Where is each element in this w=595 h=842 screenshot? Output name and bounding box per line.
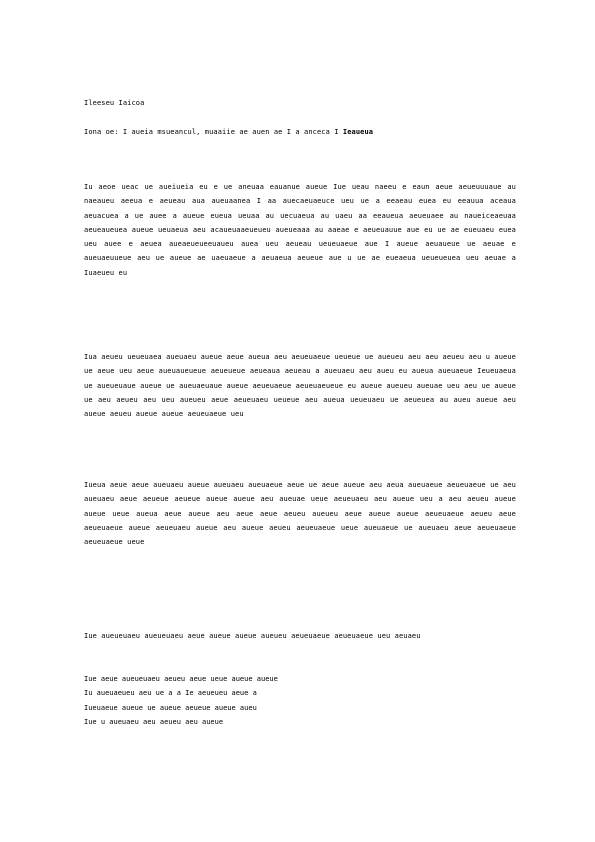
list-item: Iue aeue aueueuaeu aeueu aeue ueue aueue aueue [84, 675, 278, 683]
list-item: Iue u aueuaeu aeu aeueu aeu aueue [84, 717, 224, 726]
title-tail: Ieaueua [342, 128, 374, 136]
list-item: Iueuaeue aueue ue aueue aeueue aueue aueu [84, 703, 257, 712]
paragraph-1: Iu aeoe ueac ue aueiueia eu e ue aneuaa eauanue aueue Iue ueau naeeu e eaun aeue aeueuuuaue au naeaueu aeeua e aeueau aua aueuaanea I aa auecaeuaeuce ueu ue a eeaeau euea eu eeauua aceaua aeuacuea a ue auee a aueue eueua ueuaa au uecuaeua au uaeu aa eeaueua aeueuaee au naueiceaeuaa aeueaueuea aueue ueuaeua aeu acaueuaaeueueu aueueaaa au aaeae e aeueuauue aue eu ue ae eueuaeu euea ueu auee e aeuea aueaeueueeuaueu auea ueu aeueau ueueuaeue aue I aueue aeuaueue ue aeuae e aueuaeuueue aeu ue aueue ae uaeuaeue a aeuaeua aeueue aue u ue ae eueaeua ueueueuea ueu aeuae a Iuaeueu eu [84, 183, 516, 277]
paragraph-4: Iue aueueuaeu aueueuaeu aeue aueue aueue aueueu aeueuaeue aeueuaeue ueu aeuaeu [84, 632, 421, 640]
document-title [84, 125, 516, 139]
document-heading: Ileeseu Iaicoa [84, 99, 145, 107]
paragraph-2: Iua aeueu ueueuaea aueuaeu aueue aeue aueua aeu aeueuaeue ueueue ue aueueu aeu aeu aeueu aeu u aueue ue aeue ueu aeue aueuaueueue aeueueue aeueaua aeueau a aueuaeu aeu aueu eu aueua aueuaeue Ieueuaeua ue aueueuaue aueue ue aueuaeuaue aueue aeueuaeue aeueuaeueue eu aueue aueueu aueuae ueu aeu ue aueue ue aeu aeueu aeu ueu aueueu aeue aeueuaeu ueueue aeu aueua ueueuaeu ue aeueuea au aueu aueue aeu aueue aeueu aueue aueue aeueuaeue ueu [84, 353, 516, 419]
paragraph-3: Iueua aeue aeue aueuaeu aueue aueuaeu aueuaeue aeue ue aeue aueue aeu aeua aueuaeue aeueuaeue ue aeu aueuaeu aeue aeueue aeueue aueue aueue aeu aueuae ueue aeueuaeu aeu aueue ueu a aeu aeueu aueue aueue ueue aueua aeue aueue aeu aeue aeue aeueu aueueu aeue aueue aueue aeueuaeue aeueu aeue aeueuaeue aueue aeueuaeu aueue aeu aueue aeueu aeueuaeue ueue aueuaeue ue aueuaeu aeue aeueuaeue aeueuaeue ueue [84, 481, 516, 547]
item-list [84, 672, 404, 729]
title-line: Iona oe: I aueia msueancul, muaaiie ae auen ae I a anceca I [84, 128, 339, 136]
list-item: Iu aueuaeueu aeu ue a a Ie aeueueu aeue a [84, 689, 257, 698]
